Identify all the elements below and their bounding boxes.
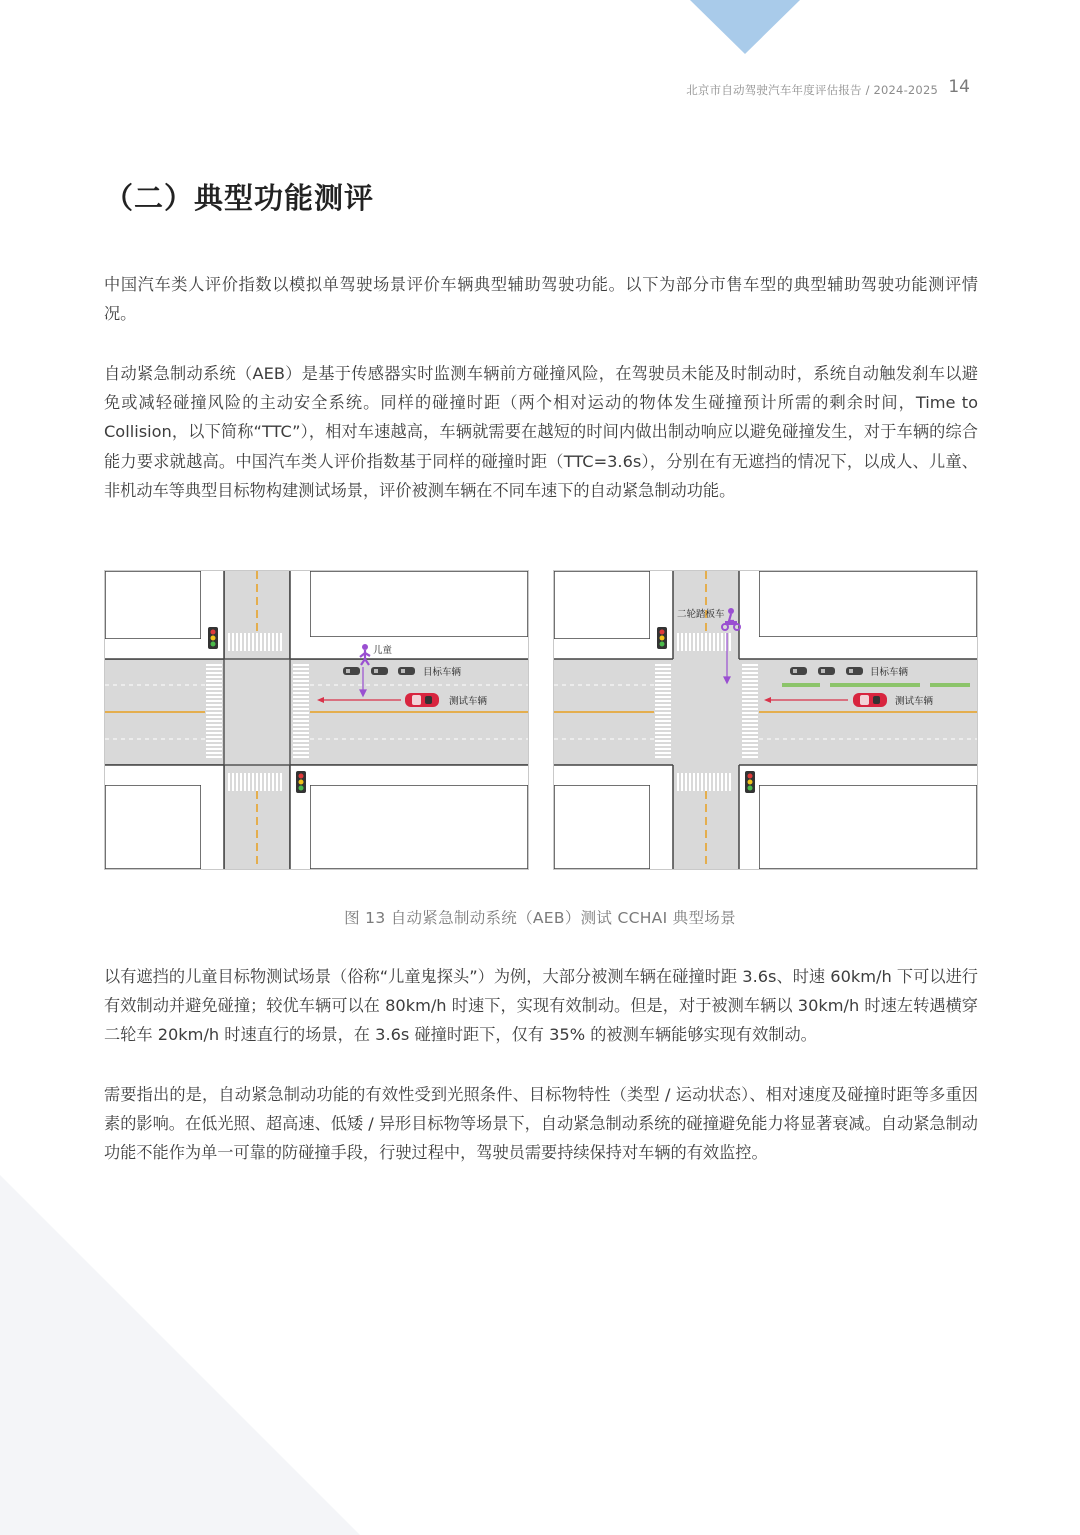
traffic-light-top-left-icon (657, 627, 667, 649)
figure-caption: 图 13 自动紧急制动系统（AEB）测试 CCHAI 典型场景 (344, 909, 736, 927)
test-vehicle-icon (405, 693, 439, 707)
child-label: 儿童 (373, 645, 393, 656)
section-title: （二）典型功能测评 (104, 181, 375, 215)
corner-accent-triangle (690, 0, 800, 54)
paragraph-child-scenario: 以有遮挡的儿童目标物测试场景（俗称“儿童鬼探头”）为例，大部分被测车辆在碰撞时距 3.6s、时速 60km/h 下可以进行有效制动并避免碰撞；较优车辆可以在 80km/h 时速下，实现有效制动。但是，对于被测车辆以 30km/h 时速左转遇横穿二轮车 20km/h 时速直行的场景，在 3.6s 碰撞时距下，仅有 35% 的被测车辆能够实现有效制动。 (104, 967, 978, 1045)
traffic-light-bottom-right-icon (745, 771, 755, 793)
aeb-scenario-scooter-diagram (553, 570, 978, 870)
road-surface (105, 571, 528, 869)
paragraph-intro: 中国汽车类人评价指数以模拟单驾驶场景评价车辆典型辅助驾驶功能。以下为部分市售车型的典型辅助驾驶功能测评情况。 (104, 275, 978, 324)
aeb-scenario-child-diagram (104, 570, 529, 870)
background-gray-shape (0, 1175, 360, 1535)
running-title: 北京市自动驾驶汽车年度评估报告 / 2024-2025 (686, 83, 938, 97)
occluding-parked-cars-icon (343, 667, 415, 675)
occluding-parked-cars-icon (790, 667, 863, 675)
scooter-label: 二轮踏板车 (677, 609, 725, 620)
target-vehicle-label: 目标车辆 (870, 667, 909, 678)
road-surface (554, 571, 977, 869)
paragraph-limitations: 需要指出的是，自动紧急制动功能的有效性受到光照条件、目标物特性（类型 / 运动状态）、相对速度及碰撞时距等多重因素的影响。在低光照、超高速、低矮 / 异形目标物等场景下，自动紧急制动系统的碰撞避免能力将显著衰减。自动紧急制动功能不能作为单一可靠的防碰撞手段，行驶过程中，驾驶员需要持续保持对车辆的有效监控。 (104, 1085, 978, 1163)
traffic-light-bottom-right-icon (296, 771, 306, 793)
test-vehicle-label: 测试车辆 (895, 696, 934, 707)
page-number: 14 (948, 77, 970, 97)
target-vehicle-label: 目标车辆 (423, 667, 462, 678)
test-vehicle-icon (853, 693, 887, 707)
test-vehicle-label: 测试车辆 (449, 696, 488, 707)
paragraph-aeb-definition: 自动紧急制动系统（AEB）是基于传感器实时监测车辆前方碰撞风险，在驾驶员未能及时制动时，系统自动触发刹车以避免或减轻碰撞风险的主动安全系统。同样的碰撞时距（两个相对运动的物体发生碰撞预计所需的剩余时间，Time to Collision，以下简称“TTC”），相对车速越高，车辆就需要在越短的时间内做出制动响应以避免碰撞发生，对于车辆的综合能力要求就越高。中国汽车类人评价指数基于同样的碰撞时距（TTC=3.6s），分别在有无遮挡的情况下，以成人、儿童、非机动车等典型目标物构建测试场景，评价被测车辆在不同车速下的自动紧急制动功能。 (104, 364, 978, 500)
traffic-light-top-left-icon (208, 627, 218, 649)
